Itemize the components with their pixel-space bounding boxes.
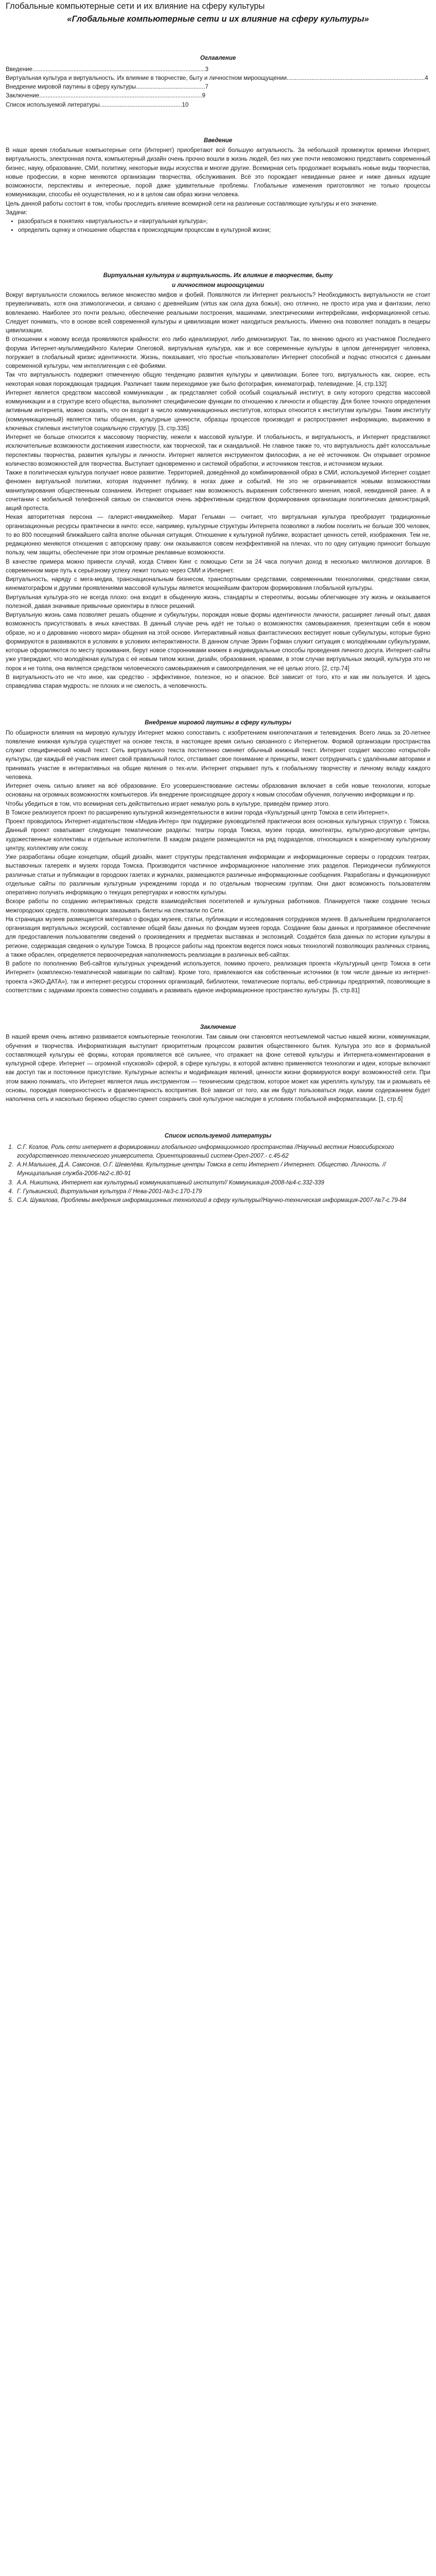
section1-paragraph: В качестве примера можно привести случай, когда Стивен Кинг с помощью Сети за 24 часа получил доход в несколько миллионов долларов. В современном мире путь к серьёзному успеху лежит только через СМИ и Интернет.	[6, 558, 430, 574]
section1-title-line1: Виртуальная культура и виртуальность. Их влияние в творчестве, быту	[103, 272, 333, 279]
conclusion-section	[6, 1023, 430, 1104]
references-list	[6, 1143, 430, 1206]
web-culture-section	[6, 719, 430, 995]
toc-item-intro[interactable]: Введение.........................................................................................................3	[6, 66, 208, 73]
reference-item: 1. С.Г. Козлов, Роль сети интернет в формировании глобального информационного пространства //Научный вестник Новосибирского государственного технического университета. Ориентированный систем-Орел-2007.- с.45-62	[15, 1143, 430, 1161]
section1-paragraph: В виртуальность-это не что иное, как средство - эффективное, полезное, но и опасное. Всё зависит от того, кто и как им пользуется. И здесь справедлива старая мудрость: не плохих и не смелость, а человечность.	[6, 674, 430, 689]
main-heading: «Глобальные компьютерные сети и их влияние на сферу культуры»	[67, 14, 369, 24]
conclusion-paragraph: В нашей время очень активно развивается компьютерные технологии. Там самым они становятся неотъемлемой частью нашей жизни, коммуникации, обучения и творчества. Информатизация выступает приоритетным процессом развития общественного бытия. Культура это все в формальной составляющей культуры её формы, которая проявляется всё сильнее, что отражает на фоне сетевой культуры и Интернета-комментирования в культурной сфере. Интернет — огромной «пусковой» сферой, в сфере культуры, в которой активно применяются технологии и идеи, которые включают как доступ так и постоянное присутствие. Культурные аспекты и модификация явлений, ценности жизни формируются вокруг возможностей сети. При этом важно понимать, что Интернет является лишь инструментом — техническим средством, которое может как укреплять культуру, так и размывать её основы, порождая поверхностность и фрагментарность восприятия. Всё зависит от того, как им будут пользоваться люди, каким содержанием будет наполнена сеть и насколько бережно общество сумеет сохранить своё культурное наследие в условиях глобальной информатизации. [1, стр.6]	[6, 1034, 430, 1103]
intro-section	[6, 137, 430, 235]
reference-item: 3. А.А. Никитина, Интернет как культурный коммуникативный институт// Коммуникация-2008-№4-с.332-339	[15, 1179, 430, 1188]
section1-paragraph: Некая авторитетная персона — галерист-имиджмейкер. Марат Гельман — считает, что виртуальная культура преобразует традиционные организационные ресурсы практически в ничто: ессе, например, культурные структуры Интернета позволяют в любом поселить не больше 300 человек, то во 800 посещений ближайшего сайта вполне обычная ситуация. Отношение к культурной публике, возрастает ценность сетей, изображения. Тем не, редакционно меняются отношения с авторскому праву: они оказываются совсем неэффективной на плечах, что по одну ситуацию приносит большую пользу, чем защиты, обеспечение при этом огромные рекламные возможности.	[6, 514, 430, 556]
toc-item-virtual-culture[interactable]: Виртуальная культура и виртуальность. Их влияние в творчестве, быту и личностном мироощущении....................................................................................4	[6, 75, 428, 81]
section2-paragraph: Чтобы убедиться в том, что всемирная сеть действительно играет немалую роль в культуре, приведём пример этого.	[6, 801, 330, 807]
section2-title: Внедрение мировой паутины в сферу культуры	[145, 720, 291, 726]
task-item: • определить оценку и отношение общества к происходящим процессам в культурной жизни;	[18, 226, 430, 235]
document-title: Глобальные компьютерные сети и их влияние на сферу культуры	[6, 2, 265, 11]
intro-goal: Цель данной работы состоит в том, чтобы проследить влияние всемирной сети на различные составляющие культуры и его значение.	[6, 200, 378, 207]
toc-title: Оглавление	[200, 55, 236, 62]
section2-paragraph: По обширности влияния на мировую культуру Интернет можно сопоставить с изобретением книгопечатания и телевидения. Всего лишь за 20-летнее появление книжная культура существует на основе текста, в настоящее время сильно связанного с Интернетом. Формой организации пространства служит специфический новый текст. Сеть виртуального текста постепенно сменяет обычный книжный текст. Интернет создает массово «открытой» культуры, где каждый её участник имеет свой правильный голос, отстаивает свое понимание и принципы, может сотрудничать с удалёнными авторами и принимать участие в интерактивных на общие явления о тех-или. Интернет открывает путь к глобальному творчеству и личному вкладу каждого человека.	[6, 730, 430, 781]
intro-title: Введение	[203, 137, 233, 144]
section2-paragraph: В работе по пополнению Веб-сайтов культурных учреждений используется, помимо прочего, реализация проекта «Культурный центр Томска в сети Интернет» (комплексно-тематической навигации по сайтам). Кроме того, привлекаются как собственные источники (в том числе данные из интернет-проекта «ЭКО-ДАТА»), так и интернет-ресурсы сторонних организаций, библиотеки, тематические порталы, веб-страницы предприятий, позволяющие в соответствии с задачами проекта совместно создавать и развивать единое информационное пространство культуры. [5, стр.81]	[6, 961, 430, 994]
section1-paragraph: Виртуальную жизнь сама позволяет решать общение и субкультуры, порождая новые формы идентичности личности, расширяет личный опыт, давая возможность присутствовать в иных качествах. В данный случае речь идёт не только о возможностях самовыражения, презентации себя в новом образе, но и о дарованию «нового мира» общения на этой основе. Интерактивный новых фантастических вестирует новые субкультуры, которые бурно формируются в развиваются в условиях в условиях интерактивности. В данном случае Эрвин Гофман служит ситуация с молодёжными субкультурами, которые оформляются по месту проживания, берут новое сторонниками книжек в индивидуальные способы проведения личного досуга. Интернет-сайты уже утверждают, что молодёжная культура с её новым типом жизни, дизайн, образования, нравами, в этом случае виртуальных эмоций, культура это не порок и не толпа, она является средством человеческого самовыражения и самоопределения, не её целью этого. [2, стр.74]	[6, 612, 430, 672]
section2-paragraph: Интернет очень сильно влияет на всё образование. Его усовершенствование системы образования включает в себя новые технологии, которые основаны на огромных возможностях компьютеров. Их внедрение происходящее дорогу к новым способам обучения, получению информации и пр.	[6, 783, 430, 799]
toc-item-conclusion[interactable]: Заключение...................................................................................................9	[6, 93, 205, 99]
section1-paragraph: Вокруг виртуальности сложилось великое множество мифов и фобий. Появляются ли Интернет реальность? Необходимость виртуальности не стоит преувеличивать, хотя она этимологически, и связано с древнейшим (virtus как сила духа божья), оно отлично, не просто игра ума и фантазии, легко вовлекаемо. Наиболее это почти реально, обеспечение реальными построения, машинами, электрическими интерфейсами, информационной сетью. Следует понимать, что в основе всей современной культуры и цивилизации может находиться реальность. Именно она позволяет попадать в пещеры цивилизации.	[6, 292, 430, 334]
reference-item: 5. С.А. Шувалова, Проблемы внедрения информационных технологий в сферу культуры//Научно-техническая информация-2007-№7-с.79-84	[15, 1196, 430, 1205]
table-of-contents	[6, 54, 430, 110]
section1-paragraph: В отношении к новому всегда проявляются крайности: его либо идеализируют, либо демонизируют. Так, по мнению одного из участников Последнего форума Интернет-мультимедийного Калерии Олеговой, виртуальная культура, как и все современные культуры в целом дегенерирует человека, погружает в глобальный кризис идентичности. Жизнь, показывает, что простые «пользователи» Интернет способной и подчас относится с данными современной культуры, чем интеллигенция с её фобиями.	[6, 336, 430, 369]
reference-item: 4. Г. Гульвинский, Виртуальная культура // Нева-2001-№3-с.170-179	[15, 1188, 430, 1196]
intro-tasks-list	[6, 217, 430, 235]
conclusion-title: Заключение	[200, 1024, 236, 1030]
section1-paragraph: Так что виртуальность подвержит отмеченную общую тенденцию развития культуры и цивилизации. Более того, виртуальность как, скорее, есть некоторая новая порождающая традиция. Различает таким переходимое уже было фотография, кинематограф, телевидение. [4, стр.132]	[6, 372, 430, 387]
spacer	[6, 691, 430, 719]
toc-item-web-culture[interactable]: Внедрение мировой паутины в сферу культуры..........................................7	[6, 84, 208, 90]
references-title: Список используемой литературы	[164, 1133, 272, 1140]
section2-paragraph: Вскоре работы по созданию интерактивных средств взаимодействия посетителей и культурных работников. Планируется также создание тесных межгородских средств, позволяющих заказывать билеты на спектакли по Сети.	[6, 899, 430, 914]
section1-paragraph: Также в политическая культура получает новое развитие. Территорией, доведённой до комбинированной образ в СМИ, используемой Интернет создает феномен виртуальной политики, которая подчиняет публику, в ногах даже и событий. Не это не ограничивается новыми возможностями манипулирования общественным сознанием. Интернет открывает нам возможность выражения собственного мнения, новой, невиданной ранее. А в сочетании с мобильной телефонной связью он становится очень эффективным средством формирования организации политических демонстраций, акций протеста.	[6, 470, 430, 512]
reference-item: 2. А.Н.Малышев, Д.А. Самсонов, О.Г. Шевелёва. Культурные центры Томска в сети Интернет / Интернет. Общество. Личность. // Муниципальная служба-2006-№2-с.80-91	[15, 1161, 430, 1179]
section1-paragraph: Виртуальность, наряду с мега-медиа, транснациональным бизнесом, транспортными средствами, современными технологиями, средствами связи, кинематографом и другими проявлениями массовой культуры является мощнейшим фактором формирования глобальной культуры.	[6, 577, 430, 592]
section1-paragraph: Интернет не больше относится к массовому творчеству, нежели к массовой культуре. И глобальность, и виртуальность, и Интернет представляют исключительные возможности достижения известности, как творческой, так и скандальной. Не главное также то, что виртуальность даёт колоссальные перспективы творчества, развития культуры и личности. Интернет является инструментом философии, а не её источником. Он открывает огромное количество возможностей для творчества. Выступает одновременно и системой обработки, и источником текстов, и источником музыки.	[6, 434, 430, 467]
section1-paragraph: Виртуальная культура-это не всегда плохо: она входит в обыденную жизнь, стандарты и стереотипы, восьмы облегчающее эту жизнь и оказывается полезной, давая значимые привычные ориентиры в плюсе решений.	[6, 594, 430, 609]
document-page	[0, 1, 436, 1217]
section1-title-line2: и личностном мироощущении	[172, 282, 264, 289]
spacer	[6, 995, 430, 1023]
intro-paragraph: В наше время глобальные компьютерные сети (Интернет) приобретают всё большую актуальность. За небольшой промежуток времени Интернет, виртуальность, электронная почта, компьютерный дизайн очень прочно вошли в жизнь людей, без них уже почти невозможно представить современный бизнес, науку, образование, СМИ, политику, некоторые виды искусства и многие другие. Всемирная сеть продолжает вскрывать новые виды творчества, новые профессии, в корне меняются организации творчества, обслуживания. Всё это порождает невиданные ранее и ниже данных идущие возможности, перспективы и интересные, порой даже удивительные проблемы. Глобальные изменения приготовляют не только процессы коммуникации, способы её осуществления, но и в целом сам образ жизни человека.	[6, 147, 430, 198]
references-section	[6, 1132, 430, 1205]
spacer	[6, 235, 430, 272]
section2-paragraph: Проект проводилось Интернет-издательством «Медиа-Интер» при поддержке руководителей практически всех основных культурных структур г. Томска. Данный проект охватывает следующие тематические разделы: театры города Томска, музеи города, кинотеатры, культурно-досуговые центры, художественные коллективы и отдельные исполнители. В каждом разделе размещаются на ряд подразделов, относящихся к конкретному культурному центру, коллективу или союзу.	[6, 819, 430, 852]
toc-list	[6, 65, 430, 110]
intro-tasks-label: Задачи:	[6, 209, 27, 216]
toc-item-references[interactable]: Список используемой литературы..................................................10	[6, 101, 189, 108]
spacer	[6, 1104, 430, 1132]
section2-paragraph: Уже разработаны общие концепции, общий дизайн, макет структуры представления информации и информационные серверы о городских театрах, выставочных галереях и музеях города Томска. Производится частичное информационное наполнение этих разделов. Периодически публикуются различные статьи и публикации в городских газетах и журналах, размещаются различные информационные сообщения. Разработаны и функционируют отдельные сайты по различным культурным учреждениям города и по отдельным творческим группам. Они дают возможность пользователям оперативно получать информацию о текущих репертуарах и новостях культуры.	[6, 854, 430, 896]
section2-paragraph: В Томске реализуется проект по расширению культурной жизнедеятельности в жизни города «Культурный центр Томска в сети Интернет».	[6, 809, 390, 816]
virtual-culture-section	[6, 272, 430, 691]
section2-paragraph: На страницах музеев размещается материал о фондах музеев, статьи, публикации и исследования сотрудников музеев. В дальнейшем предполагается организация виртуальных экскурсий, составление общей базы данных по фондам музеев города. Создание базы данных и программное обеспечение для предоставления пользователям сведений о произведениях и предметах выставках и экспозиций. Создаётся база данных по истории культуры в регионе, содержащая сведения о культуре Томска. В процессе работы над проектом ведется поиск новых технологий позволяющих различных страниц, а также обраслен, определяется первоочередная наполняемость реализации в различных веб-сайтах.	[6, 916, 430, 958]
task-item: • разобраться в понятиях «виртуальность» и «виртуальная культура»;	[18, 217, 430, 226]
section1-paragraph: Интернет является средством массовой коммуникации , ак представляет собой особый социальный институт, в силу которого средства массовой коммуникации и в структуре всего общества, выполняет специфические функции по отношению к личности и обществу. Для более точного определения активным интернета, можно сказать, что он входит в число коммуникационных институтов, которых относится к институтам культуры. Таким институту (коммуникационный) является типы общения, культурные ценности, образцы процессов производит и распространяет информацию, выражению в ключевых стилевых институтов социальную структуру. [3, стр.335]	[6, 389, 430, 432]
